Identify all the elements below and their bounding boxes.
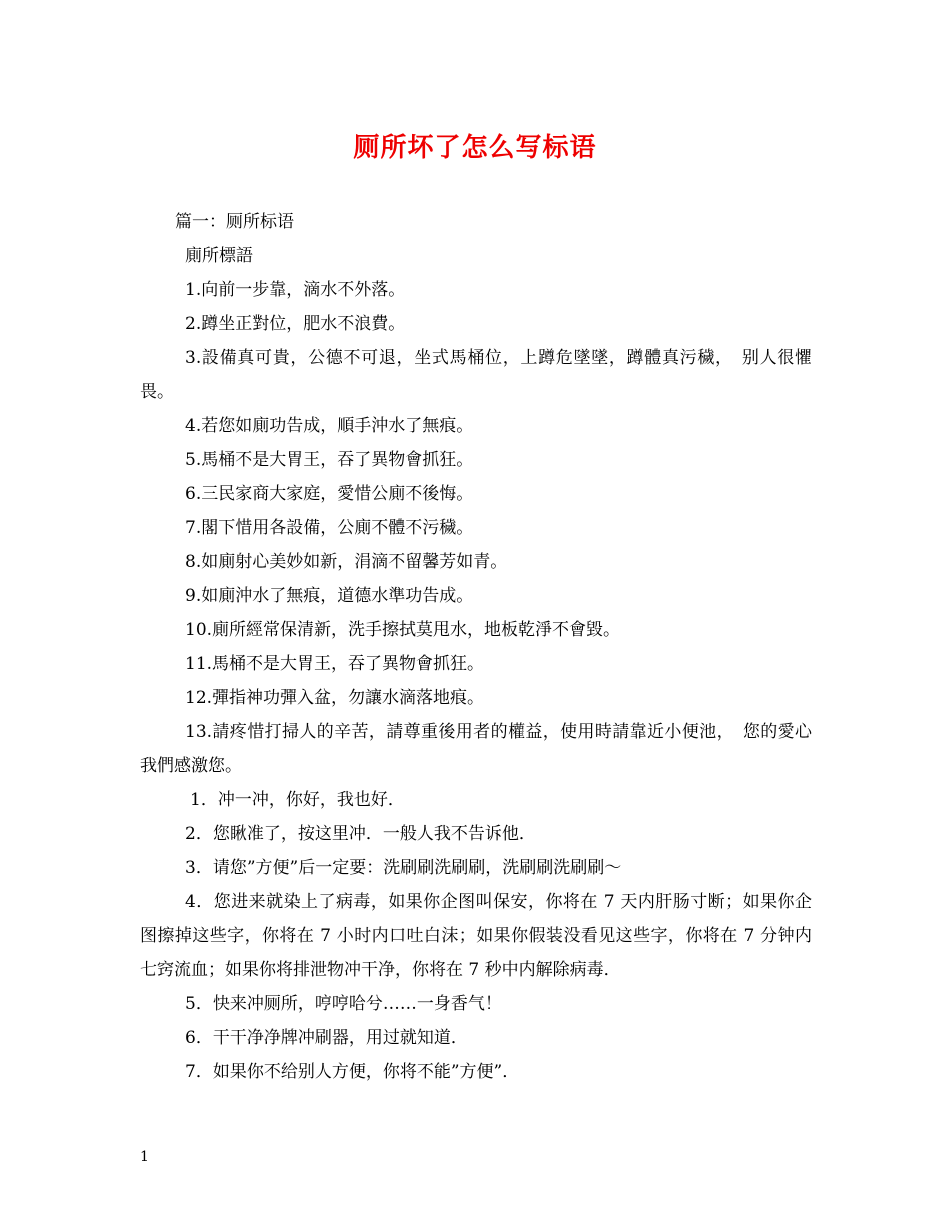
list-item: 2．您瞅准了，按这里冲．一般人我不告诉他． (185, 824, 536, 844)
section-heading: 篇一：厕所标语 (175, 212, 294, 232)
list-item: 7．如果你不给别人方便，你将不能”方便”． (185, 1062, 520, 1082)
list-item: 4.若您如廁功告成，順手沖水了無痕。 (185, 416, 474, 436)
list-item: 1．冲一冲，你好，我也好． (190, 790, 405, 810)
list-item: 12.彈指神功彈入盆，勿讓水滴落地痕。 (185, 688, 485, 708)
list-item: 3.設備真可貴，公德不可退，坐式馬桶位，上蹲危墜墜，蹲體真污穢， 别人很懼畏。 (140, 348, 812, 402)
list-item: 9.如廁沖水了無痕，道德水準功告成。 (185, 586, 474, 606)
list-item: 6.三民家商大家庭，愛惜公廁不後悔。 (185, 484, 474, 504)
list-item: 4．您进来就染上了病毒，如果你企图叫保安，你将在 7 天内肝肠寸断；如果你企图擦掉这些字，你将在 7 小时内口吐白沫；如果你假装没看见这些字，你将在 7 分钟内七窍流血；如果你将排泄物冲干净，你将在 7 秒中内解除病毒． (140, 892, 812, 980)
document-title: 厕所坏了怎么写标语 (353, 133, 597, 163)
list-item: 6．干干净净牌冲刷器，用过就知道． (185, 1028, 468, 1048)
list-item: 13.請疼惜打掃人的辛苦，請尊重後用者的權益，使用時請靠近小便池， 您的愛心我們感激您。 (140, 722, 812, 776)
list-item: 11.馬桶不是大胃王，吞了異物會抓狂。 (185, 654, 485, 674)
document-body (140, 205, 812, 1089)
page-number: 1 (140, 1149, 149, 1165)
list-item: 3．请您”方便”后一定要：洗刷刷洗刷刷，洗刷刷洗刷刷～ (185, 858, 622, 878)
list-item: 10.廁所經常保清新，洗手擦拭莫甩水，地板乾淨不會毀。 (185, 620, 621, 640)
list-item: 1.向前一步靠，滴水不外落。 (185, 280, 406, 300)
list-item: 8.如廁射心美妙如新，涓滴不留馨芳如青。 (185, 552, 508, 572)
list-item: 5．快来冲厕所，哼哼哈兮……一身香气！ (185, 994, 502, 1014)
list-item: 5.馬桶不是大胃王，吞了異物會抓狂。 (185, 450, 474, 470)
list-item: 7.閣下惜用各設備，公廁不體不污穢。 (185, 518, 474, 538)
list-item: 2.蹲坐正對位，肥水不浪費。 (185, 314, 406, 334)
sub-heading: 廁所標語 (185, 246, 253, 266)
